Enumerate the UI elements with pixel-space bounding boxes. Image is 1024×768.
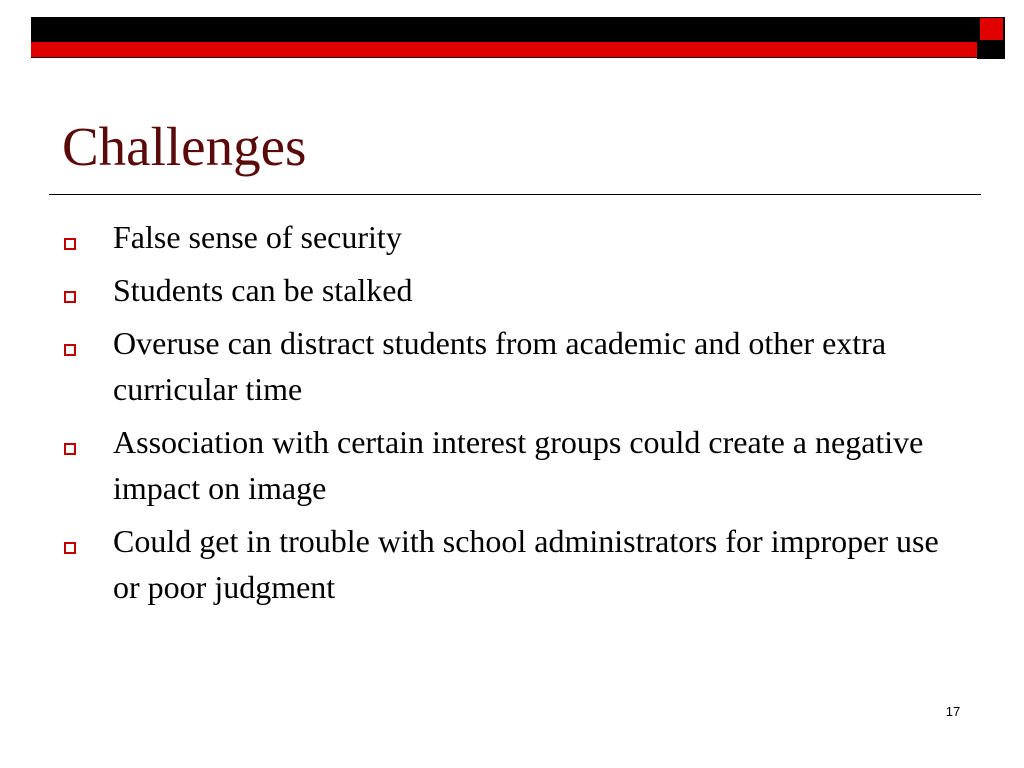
list-item xyxy=(64,320,964,412)
bullet-text: False sense of security xyxy=(113,219,402,255)
corner-square-red xyxy=(980,18,1003,40)
hollow-square-bullet-icon xyxy=(64,291,76,303)
hollow-square-bullet-icon xyxy=(64,238,76,250)
list-item xyxy=(64,518,964,610)
hollow-square-bullet-icon xyxy=(64,542,76,554)
bullet-text: Students can be stalked xyxy=(113,272,413,308)
bullet-text: Could get in trouble with school administrators for improper use or poor judgment xyxy=(113,523,939,605)
header-band-black xyxy=(31,17,977,42)
bullet-text: Overuse can distract students from academic and other extra curricular time xyxy=(113,325,887,407)
list-item xyxy=(64,267,964,313)
title-divider xyxy=(49,194,981,195)
page-number: 17 xyxy=(945,704,961,719)
hollow-square-bullet-icon xyxy=(64,344,76,356)
list-item xyxy=(64,419,964,511)
list-item xyxy=(64,214,964,260)
slide-title: Challenges xyxy=(62,116,307,177)
bullet-text: Association with certain interest groups could create a negative impact on image xyxy=(113,424,924,506)
bullet-list xyxy=(64,214,964,617)
header-band-red xyxy=(31,42,977,58)
hollow-square-bullet-icon xyxy=(64,443,76,455)
